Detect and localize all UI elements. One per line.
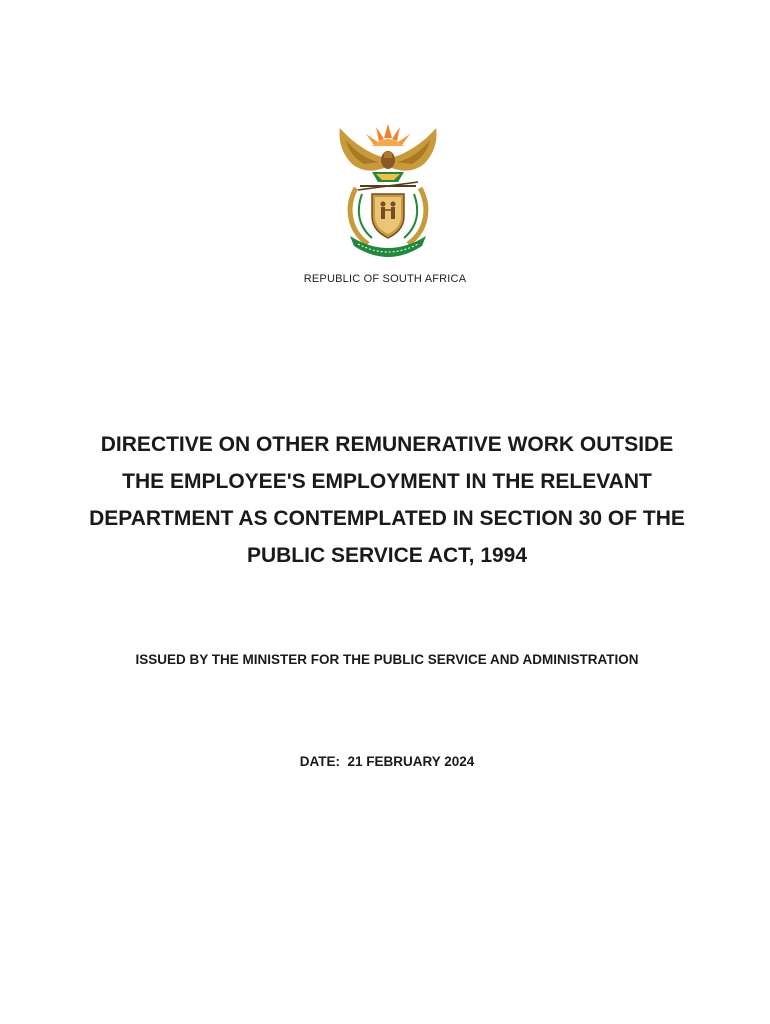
title-line: PUBLIC SERVICE ACT, 1994 <box>246 544 528 567</box>
date-label: DATE: <box>299 754 340 769</box>
date-line <box>0 754 770 769</box>
title-line: THE EMPLOYEE'S EMPLOYMENT IN THE RELEVANT <box>122 470 652 493</box>
document-title <box>40 426 734 574</box>
sun-rays <box>366 124 410 146</box>
issuer-statement: ISSUED BY THE MINISTER FOR THE PUBLIC SERVICE AND ADMINISTRATION <box>135 652 639 667</box>
title-line: DEPARTMENT AS CONTEMPLATED IN SECTION 30 OF THE <box>89 507 685 530</box>
title-line: DIRECTIVE ON OTHER REMUNERATIVE WORK OUTSIDE <box>100 433 674 456</box>
coat-of-arms-icon <box>328 118 448 258</box>
date-value: 21 FEBRUARY 2024 <box>347 754 475 769</box>
country-label: REPUBLIC OF SOUTH AFRICA <box>303 273 467 285</box>
